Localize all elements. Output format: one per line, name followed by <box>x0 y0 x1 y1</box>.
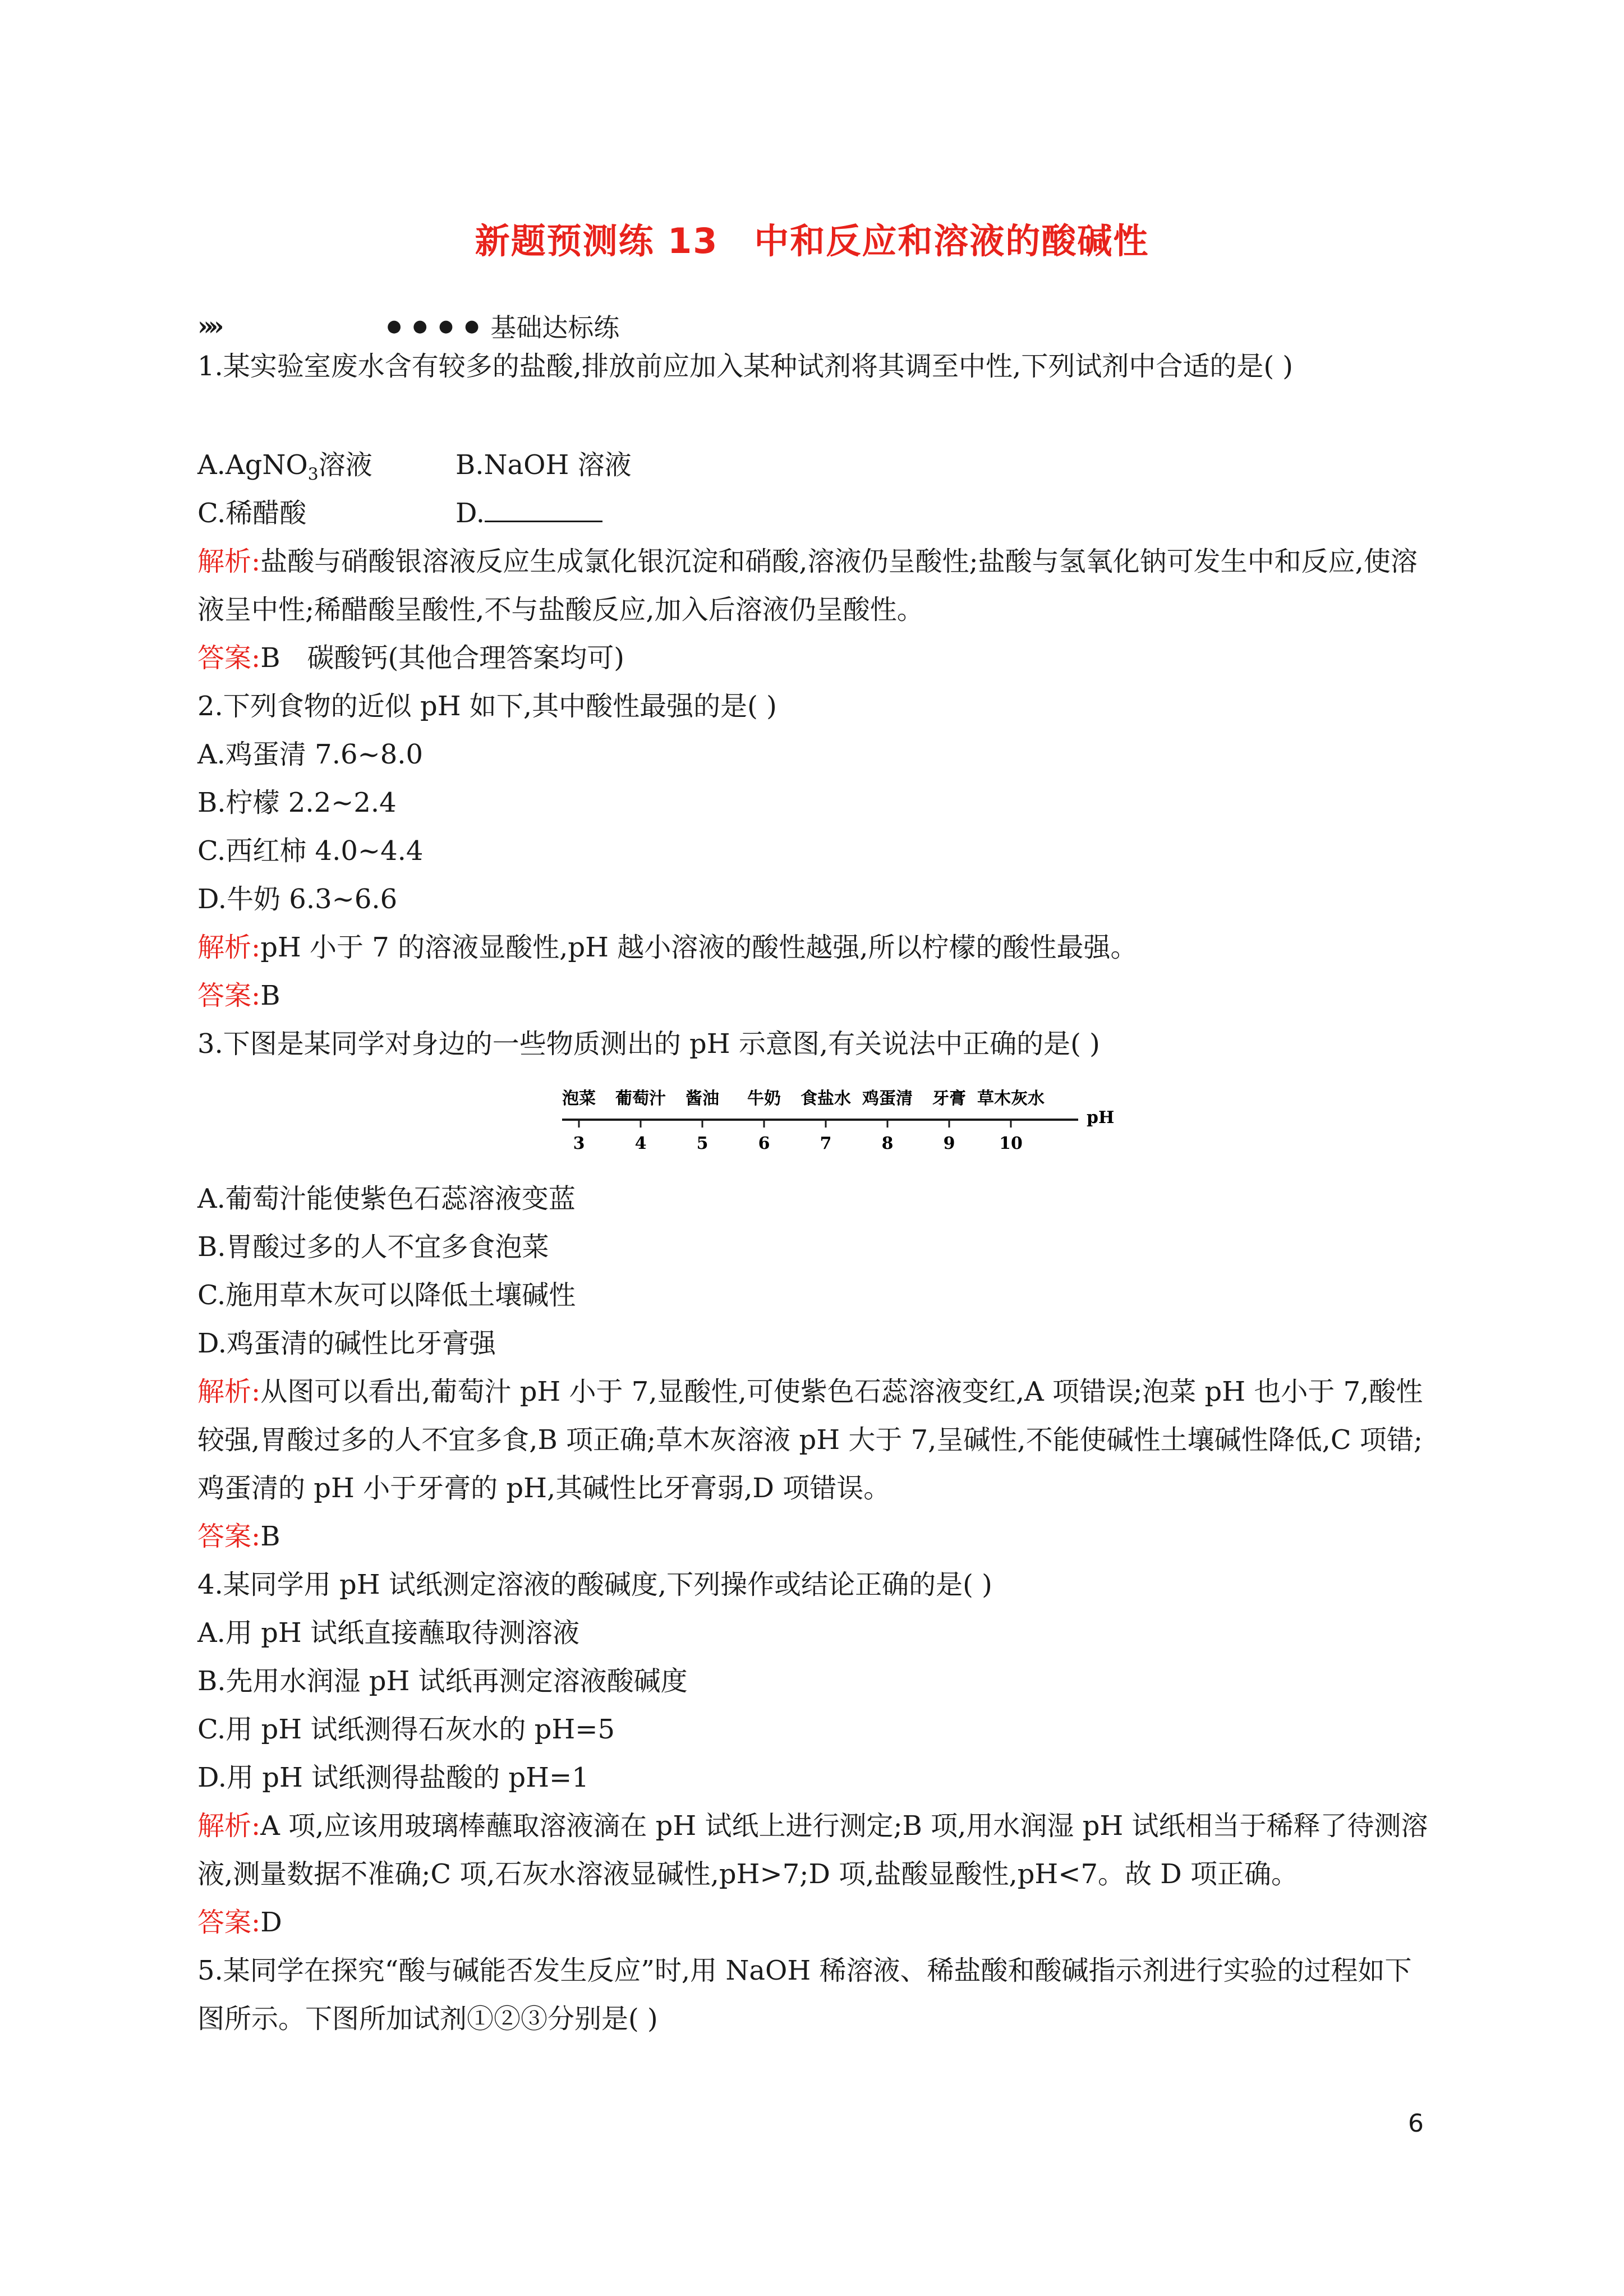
q2-answer: 答案:B <box>197 980 280 1011</box>
ph-item-label: 草木灰水 <box>977 1089 1045 1108</box>
ph-tick-label: 6 <box>758 1134 770 1153</box>
q4-option-b: B.先用水润湿 pH 试纸再测定溶液酸碱度 <box>197 1665 688 1697</box>
ph-item-label: 泡菜 <box>562 1089 596 1108</box>
ph-tick-label: 9 <box>943 1134 955 1153</box>
q3-answer: 答案:B <box>197 1521 280 1552</box>
q1-option-a: A.AgNO$_3$溶液 <box>197 449 372 485</box>
q2-option-b: B.柠檬 2.2~2.4 <box>197 787 397 818</box>
q3-stem: 3.下图是某同学对身边的一些物质测出的 pH 示意图,有关说法中正确的是( ) <box>197 1028 1100 1060</box>
dots-decoration: ●●●● <box>387 316 491 336</box>
q1-analysis: 解析:盐酸与硝酸银溶液反应生成氯化银沉淀和硝酸,溶液仍呈酸性;盐酸与氢氧化钠可发生中和反应,使溶液呈中性;稀醋酸呈酸性,不与盐酸反应,加入后溶液仍呈酸性。 <box>197 546 1418 625</box>
q4-option-c: C.用 pH 试纸测得石灰水的 pH=5 <box>197 1714 615 1745</box>
q1-answer: 答案:B 碳酸钙(其他合理答案均可) <box>197 642 624 674</box>
q1-options-row-2 <box>197 489 1432 537</box>
page-title: 新题预测练 13 中和反应和溶液的酸碱性 <box>475 220 1149 261</box>
ph-scale-figure <box>197 1068 1432 1175</box>
section-header <box>197 307 619 344</box>
ph-item-label: 酱油 <box>686 1089 719 1108</box>
q3-analysis: 解析:从图可以看出,葡萄汁 pH 小于 7,显酸性,可使紫色石蕊溶液变红,A 项错误;泡菜 pH 也小于 7,酸性较强,胃酸过多的人不宜多食,B 项正确;草木灰溶液 pH 大于 7,呈碱性,不能使碱性土壤碱性降低,C 项错;鸡蛋清的 pH 小于牙膏的 pH,其碱性比牙膏弱,D 项错误。 <box>197 1376 1423 1504</box>
document-body <box>197 342 1432 2043</box>
ph-tick-label: 3 <box>573 1134 585 1153</box>
ph-scale-svg <box>556 1075 1117 1170</box>
page-number: 6 <box>1408 2109 1424 2138</box>
q4-option-d: D.用 pH 试纸测得盐酸的 pH=1 <box>197 1762 589 1793</box>
ph-item-label: 牛奶 <box>747 1089 781 1108</box>
q4-answer: 答案:D <box>197 1907 282 1938</box>
q2-option-c: C.西红柿 4.0~4.4 <box>197 835 424 867</box>
q1-option-c: C.稀醋酸 <box>197 498 307 529</box>
q2-option-a: A.鸡蛋清 7.6~8.0 <box>197 739 424 770</box>
q3-option-a: A.葡萄汁能使紫色石蕊溶液变蓝 <box>197 1183 576 1214</box>
q1-option-d: D. <box>456 489 602 537</box>
ph-item-label: 鸡蛋清 <box>862 1089 913 1108</box>
ph-item-label: 牙膏 <box>932 1089 966 1108</box>
q3-option-b: B.胃酸过多的人不宜多食泡菜 <box>197 1231 549 1263</box>
ph-tick-label: 5 <box>696 1134 709 1153</box>
ph-axis-label: pH <box>1087 1108 1115 1128</box>
ph-tick-label: 10 <box>999 1134 1023 1153</box>
q1-stem: 1.某实验室废水含有较多的盐酸,排放前应加入某种试剂将其调至中性,下列试剂中合适的是( ) <box>197 351 1294 382</box>
q2-analysis: 解析:pH 小于 7 的溶液显酸性,pH 越小溶液的酸性越强,所以柠檬的酸性最强。 <box>197 932 1138 963</box>
double-chevron-icon: »» <box>197 311 219 341</box>
ph-item-label: 葡萄汁 <box>615 1089 666 1108</box>
ph-item-label: 食盐水 <box>801 1089 851 1108</box>
ph-tick-label: 8 <box>881 1134 894 1153</box>
q4-analysis: 解析:A 项,应该用玻璃棒蘸取溶液滴在 pH 试纸上进行测定;B 项,用水润湿 pH 试纸相当于稀释了待测溶液,测量数据不准确;C 项,石灰水溶液显碱性,pH>7;D 项,盐酸显酸性,pH<7。故 D 项正确。 <box>197 1810 1428 1890</box>
section-label: 基础达标练 <box>490 312 620 343</box>
q1-blank-field <box>485 496 602 522</box>
q1-option-b: B.NaOH 溶液 <box>456 449 632 481</box>
ph-tick-label: 7 <box>820 1134 832 1153</box>
q3-option-c: C.施用草木灰可以降低土壤碱性 <box>197 1280 576 1311</box>
q1-options-row-1 <box>197 441 1432 489</box>
q2-stem: 2.下列食物的近似 pH 如下,其中酸性最强的是( ) <box>197 691 777 722</box>
q3-option-d: D.鸡蛋清的碱性比牙膏强 <box>197 1328 496 1359</box>
q4-option-a: A.用 pH 试纸直接蘸取待测溶液 <box>197 1617 580 1649</box>
q2-option-d: D.牛奶 6.3~6.6 <box>197 884 398 915</box>
q5-stem: 5.某同学在探究“酸与碱能否发生反应”时,用 NaOH 稀溶液、稀盐酸和酸碱指示剂进行实验的过程如下图所示。下图所加试剂①②③分别是( ) <box>197 1955 1412 2035</box>
ph-tick-label: 4 <box>634 1134 647 1153</box>
q4-stem: 4.某同学用 pH 试纸测定溶液的酸碱度,下列操作或结论正确的是( ) <box>197 1569 992 1600</box>
